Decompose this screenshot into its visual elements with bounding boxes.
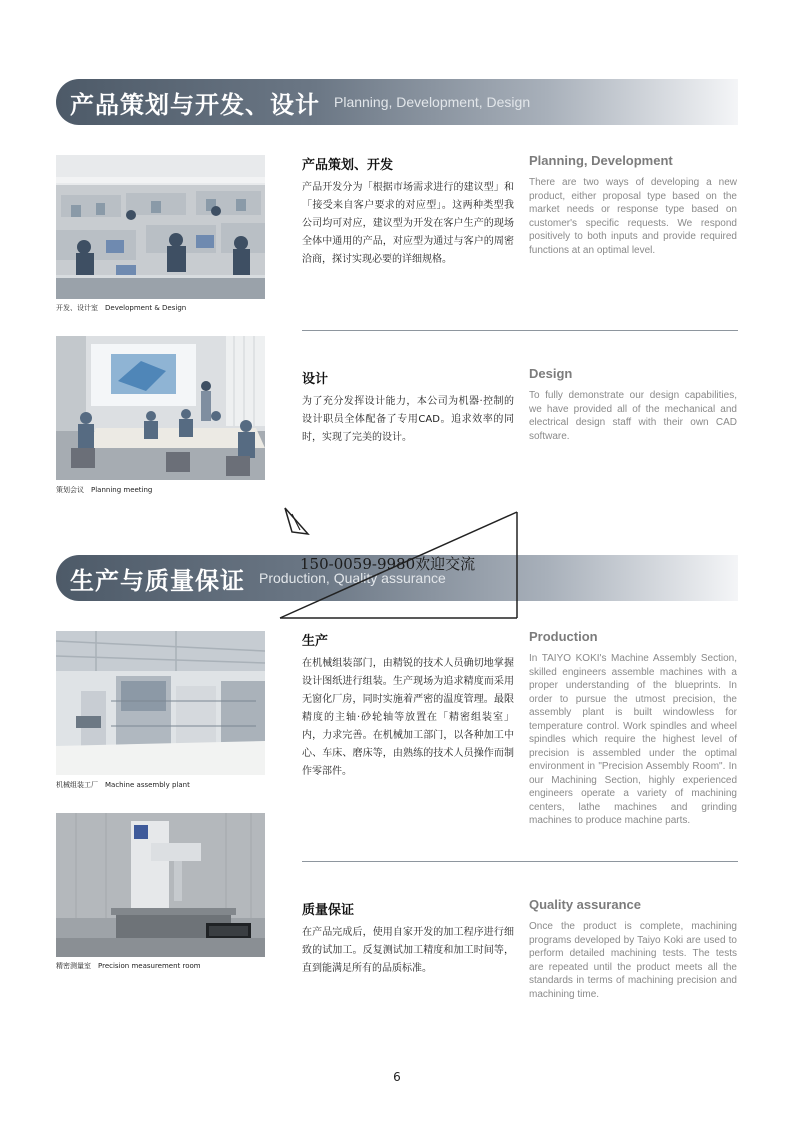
text-block-zh bbox=[302, 630, 514, 781]
banner-title-en: Production, Quality assurance bbox=[259, 570, 446, 586]
banner-title-en: Planning, Development, Design bbox=[334, 94, 531, 110]
photo-caption: 机械组装工厂 Machine assembly plant bbox=[56, 781, 190, 789]
text-block-zh bbox=[302, 154, 514, 269]
item-body-zh: 在产品完成后，使用自家开发的加工程序进行细致的试加工。反复测试加工精度和加工时间等，直到能满足所有的品质标准。 bbox=[302, 927, 514, 974]
photo-planning-meeting bbox=[56, 336, 265, 480]
text-block-en bbox=[529, 629, 737, 828]
photo-caption: 策划会议 Planning meeting bbox=[56, 486, 153, 494]
photo-precision-measurement bbox=[56, 813, 265, 957]
text-block-zh bbox=[302, 899, 514, 978]
photo-caption: 开发、设计室 Development & Design bbox=[56, 304, 187, 312]
page-number: 6 bbox=[393, 1070, 401, 1084]
watermark-text: 150-0059-9980欢迎交流 bbox=[300, 555, 476, 573]
section-divider bbox=[302, 330, 738, 331]
item-title-en: Design bbox=[529, 366, 573, 381]
text-block-en bbox=[529, 897, 737, 1001]
photo-caption: 精密测量室 Precision measurement room bbox=[56, 962, 201, 970]
section-divider bbox=[302, 861, 738, 862]
item-body-en: In TAIYO KOKI's Machine Assembly Section, skilled engineers assemble machines with a proper understanding of the blueprints. In order to pursue the utmost precision, the assembly plant is built windowless for temperature control. Work spindles and wheel spindles which require the highest level of precision is assembled under the optimal environment in "Precision Assembly Room". In our Machining Section, highly experienced engineers operate a variety of machining centers, lathe machines and grinding machines to produce machine parts. bbox=[529, 653, 737, 826]
item-title-en: Production bbox=[529, 629, 598, 644]
item-title-zh: 产品策划、开发 bbox=[302, 158, 394, 173]
banner-title-zh: 生产与质量保证 bbox=[70, 566, 245, 595]
item-body-en: There are two ways of developing a new product, either proposal type based on the market needs or response type based on customer's specific requests. We respond positively to both inputs and provide required functions at an optimal level. bbox=[529, 177, 737, 256]
photo-machine-assembly bbox=[56, 631, 265, 775]
item-title-en: Quality assurance bbox=[529, 897, 641, 912]
text-block-en bbox=[529, 366, 737, 443]
item-body-zh: 在机械组装部门，由精锐的技术人员确切地掌握设计图纸进行组装。生产现场为追求精度而采用无窗化厂房，同时实施着严密的温度管理。最限精度的主轴·砂轮轴等放置在「精密组装室」内，力求完善。在机械加工部门，以各种加工中心、车床、磨床等，由熟练的技术人员操作而制作零部件。 bbox=[302, 658, 514, 777]
item-title-zh: 生产 bbox=[302, 634, 329, 649]
item-title-zh: 质量保证 bbox=[302, 903, 355, 918]
text-block-zh bbox=[302, 368, 514, 447]
item-body-zh: 为了充分发挥设计能力，本公司为机器·控制的设计职员全体配备了专用CAD。追求效率的同时，实现了完美的设计。 bbox=[302, 396, 514, 443]
banner-title-zh: 产品策划与开发、设计 bbox=[70, 90, 320, 119]
item-body-zh: 产品开发分为「根据市场需求进行的建议型」和「接受来自客户要求的对应型」。这两种类型我公司均可对应，建议型为开发在客户生产的现场全体中通用的产品，对应型为通过与客户的周密洽商，探讨实现必要的详细规格。 bbox=[302, 182, 514, 265]
section-banner-planning bbox=[56, 79, 738, 125]
item-title-en: Planning, Development bbox=[529, 153, 673, 168]
item-body-en: Once the product is complete, machining programs developed by Taiyo Koki are used to perform detailed machining tests. The tests are repeated until the product meets all the standards in terms of machining precision and machining time. bbox=[529, 921, 737, 1000]
photo-development-design bbox=[56, 155, 265, 299]
item-title-zh: 设计 bbox=[302, 372, 329, 387]
item-body-en: To fully demonstrate our design capabilities, we have provided all of the mechanical and electrical design staff with their own CAD software. bbox=[529, 390, 737, 442]
text-block-en bbox=[529, 153, 737, 257]
